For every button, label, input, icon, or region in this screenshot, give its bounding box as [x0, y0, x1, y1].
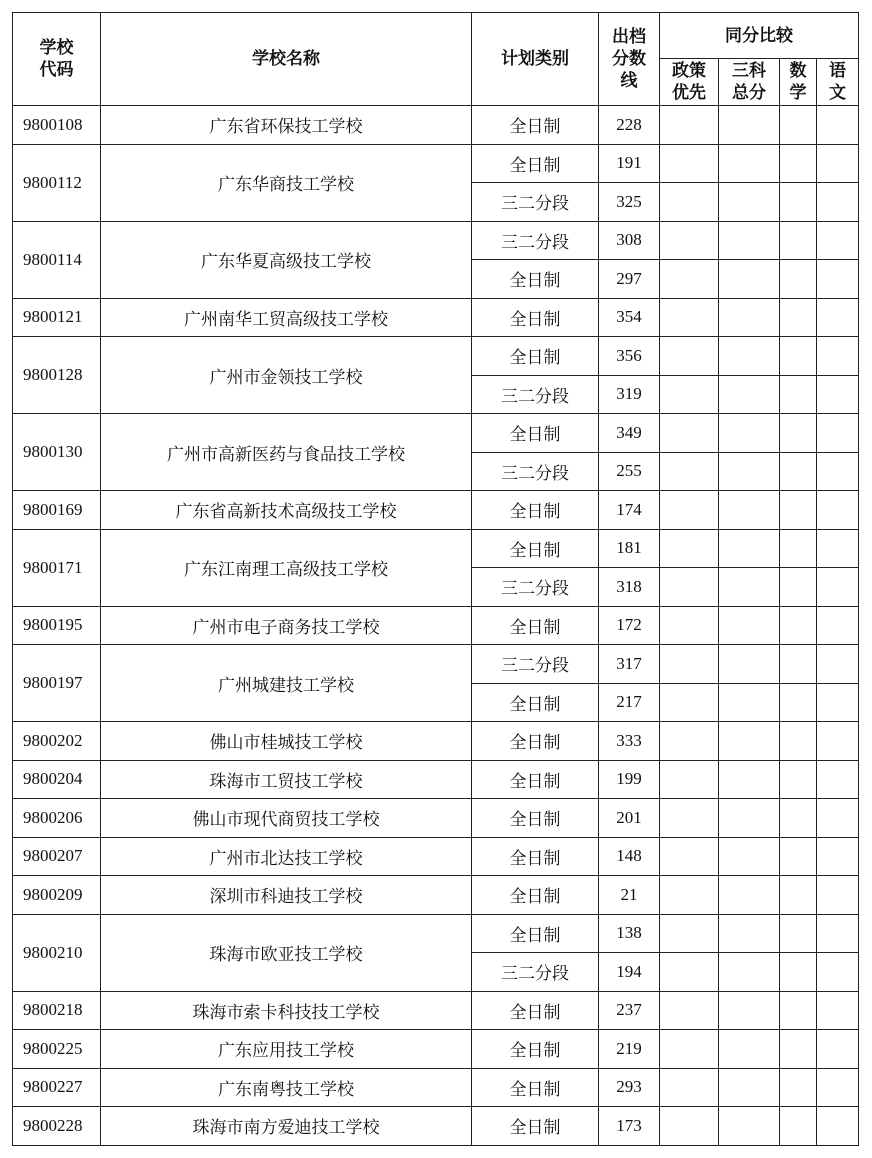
policy-priority-cell — [660, 221, 719, 260]
score-cell: 228 — [599, 106, 660, 145]
table-row — [13, 1030, 859, 1069]
table-row — [13, 221, 859, 260]
school-code-cell: 9800130 — [13, 414, 101, 491]
school-name-cell: 广东华商技工学校 — [101, 144, 472, 221]
math-cell — [780, 606, 817, 645]
chinese-cell — [817, 953, 859, 992]
admission-score-table — [12, 12, 859, 1146]
policy-priority-cell — [660, 1107, 719, 1146]
chinese-cell — [817, 645, 859, 684]
score-cell: 333 — [599, 722, 660, 761]
policy-priority-cell — [660, 1068, 719, 1107]
three-subject-total-cell — [719, 953, 780, 992]
policy-priority-cell — [660, 722, 719, 761]
math-cell — [780, 414, 817, 453]
chinese-cell — [817, 375, 859, 414]
math-cell — [780, 452, 817, 491]
table-row — [13, 337, 859, 376]
policy-priority-cell — [660, 260, 719, 299]
math-cell — [780, 1107, 817, 1146]
plan-type-cell: 全日制 — [472, 683, 599, 722]
math-cell — [780, 375, 817, 414]
math-cell — [780, 106, 817, 145]
school-code-cell: 9800197 — [13, 645, 101, 722]
math-cell — [780, 991, 817, 1030]
three-subject-total-cell — [719, 298, 780, 337]
math-cell — [780, 799, 817, 838]
plan-type-cell: 全日制 — [472, 144, 599, 183]
table-row — [13, 529, 859, 568]
school-name-cell: 广东江南理工高级技工学校 — [101, 529, 472, 606]
table-row — [13, 1068, 859, 1107]
policy-priority-cell — [660, 645, 719, 684]
header-sub-text: 三科 总分 — [732, 61, 766, 103]
score-cell: 297 — [599, 260, 660, 299]
math-cell — [780, 337, 817, 376]
plan-type-cell: 三二分段 — [472, 183, 599, 222]
table-row — [13, 914, 859, 953]
policy-priority-cell — [660, 837, 719, 876]
policy-priority-cell — [660, 414, 719, 453]
header-compare: 同分比较 — [660, 13, 859, 59]
chinese-cell — [817, 1030, 859, 1069]
school-code-cell: 9800225 — [13, 1030, 101, 1069]
policy-priority-cell — [660, 914, 719, 953]
plan-type-cell: 全日制 — [472, 837, 599, 876]
policy-priority-cell — [660, 799, 719, 838]
table-row — [13, 606, 859, 645]
school-code-cell: 9800227 — [13, 1068, 101, 1107]
three-subject-total-cell — [719, 1068, 780, 1107]
math-cell — [780, 837, 817, 876]
school-name-cell: 广东应用技工学校 — [101, 1030, 472, 1069]
score-cell: 317 — [599, 645, 660, 684]
math-cell — [780, 260, 817, 299]
three-subject-total-cell — [719, 568, 780, 607]
three-subject-total-cell — [719, 722, 780, 761]
header-score — [599, 13, 660, 106]
score-cell: 325 — [599, 183, 660, 222]
math-cell — [780, 953, 817, 992]
chinese-cell — [817, 914, 859, 953]
header-code-text: 学校 代码 — [39, 38, 74, 80]
header-policy-priority — [660, 59, 719, 106]
three-subject-total-cell — [719, 799, 780, 838]
math-cell — [780, 144, 817, 183]
policy-priority-cell — [660, 953, 719, 992]
three-subject-total-cell — [719, 375, 780, 414]
table-row — [13, 1107, 859, 1146]
school-name-cell: 深圳市科迪技工学校 — [101, 876, 472, 915]
school-code-cell: 9800108 — [13, 106, 101, 145]
school-code-cell: 9800209 — [13, 876, 101, 915]
score-cell: 237 — [599, 991, 660, 1030]
plan-type-cell: 全日制 — [472, 722, 599, 761]
header-math — [780, 59, 817, 106]
score-cell: 148 — [599, 837, 660, 876]
chinese-cell — [817, 183, 859, 222]
table-row — [13, 645, 859, 684]
three-subject-total-cell — [719, 221, 780, 260]
table-row — [13, 876, 859, 915]
chinese-cell — [817, 221, 859, 260]
three-subject-total-cell — [719, 337, 780, 376]
chinese-cell — [817, 414, 859, 453]
plan-type-cell: 全日制 — [472, 1030, 599, 1069]
math-cell — [780, 491, 817, 530]
chinese-cell — [817, 260, 859, 299]
school-name-cell: 广州市高新医药与食品技工学校 — [101, 414, 472, 491]
three-subject-total-cell — [719, 452, 780, 491]
policy-priority-cell — [660, 876, 719, 915]
three-subject-total-cell — [719, 1030, 780, 1069]
chinese-cell — [817, 568, 859, 607]
plan-type-cell: 全日制 — [472, 991, 599, 1030]
three-subject-total-cell — [719, 645, 780, 684]
score-cell: 293 — [599, 1068, 660, 1107]
plan-type-cell: 三二分段 — [472, 645, 599, 684]
school-code-cell: 9800210 — [13, 914, 101, 991]
three-subject-total-cell — [719, 491, 780, 530]
math-cell — [780, 683, 817, 722]
school-code-cell: 9800128 — [13, 337, 101, 414]
table-row — [13, 799, 859, 838]
school-name-cell: 广东华夏高级技工学校 — [101, 221, 472, 298]
math-cell — [780, 876, 817, 915]
score-cell: 219 — [599, 1030, 660, 1069]
math-cell — [780, 183, 817, 222]
policy-priority-cell — [660, 375, 719, 414]
school-code-cell: 9800121 — [13, 298, 101, 337]
header-three-subject-total — [719, 59, 780, 106]
three-subject-total-cell — [719, 260, 780, 299]
school-name-cell: 广州南华工贸高级技工学校 — [101, 298, 472, 337]
three-subject-total-cell — [719, 183, 780, 222]
plan-type-cell: 全日制 — [472, 106, 599, 145]
plan-type-cell: 全日制 — [472, 1107, 599, 1146]
chinese-cell — [817, 876, 859, 915]
plan-type-cell: 全日制 — [472, 337, 599, 376]
chinese-cell — [817, 144, 859, 183]
three-subject-total-cell — [719, 414, 780, 453]
chinese-cell — [817, 799, 859, 838]
math-cell — [780, 529, 817, 568]
school-code-cell: 9800206 — [13, 799, 101, 838]
school-name-cell: 广东南粤技工学校 — [101, 1068, 472, 1107]
score-cell: 217 — [599, 683, 660, 722]
header-score-text: 出档 分数 线 — [612, 27, 646, 91]
policy-priority-cell — [660, 106, 719, 145]
school-name-cell: 佛山市桂城技工学校 — [101, 722, 472, 761]
chinese-cell — [817, 683, 859, 722]
policy-priority-cell — [660, 298, 719, 337]
math-cell — [780, 914, 817, 953]
math-cell — [780, 221, 817, 260]
math-cell — [780, 722, 817, 761]
policy-priority-cell — [660, 760, 719, 799]
header-code — [13, 13, 101, 106]
math-cell — [780, 645, 817, 684]
math-cell — [780, 568, 817, 607]
policy-priority-cell — [660, 568, 719, 607]
school-name-cell: 广州市金领技工学校 — [101, 337, 472, 414]
score-cell: 354 — [599, 298, 660, 337]
plan-type-cell: 全日制 — [472, 529, 599, 568]
plan-type-cell: 全日制 — [472, 414, 599, 453]
plan-type-cell: 全日制 — [472, 298, 599, 337]
policy-priority-cell — [660, 683, 719, 722]
score-cell: 21 — [599, 876, 660, 915]
header-chinese — [817, 59, 859, 106]
plan-type-cell: 三二分段 — [472, 452, 599, 491]
school-code-cell: 9800207 — [13, 837, 101, 876]
school-code-cell: 9800195 — [13, 606, 101, 645]
plan-type-cell: 三二分段 — [472, 568, 599, 607]
school-code-cell: 9800171 — [13, 529, 101, 606]
math-cell — [780, 1068, 817, 1107]
chinese-cell — [817, 529, 859, 568]
school-name-cell: 广东省高新技术高级技工学校 — [101, 491, 472, 530]
plan-type-cell: 全日制 — [472, 491, 599, 530]
score-cell: 356 — [599, 337, 660, 376]
three-subject-total-cell — [719, 606, 780, 645]
policy-priority-cell — [660, 452, 719, 491]
score-cell: 349 — [599, 414, 660, 453]
chinese-cell — [817, 106, 859, 145]
policy-priority-cell — [660, 183, 719, 222]
policy-priority-cell — [660, 1030, 719, 1069]
school-code-cell: 9800204 — [13, 760, 101, 799]
school-name-cell: 广州市电子商务技工学校 — [101, 606, 472, 645]
score-cell: 191 — [599, 144, 660, 183]
school-code-cell: 9800228 — [13, 1107, 101, 1146]
school-name-cell: 珠海市索卡科技技工学校 — [101, 991, 472, 1030]
chinese-cell — [817, 298, 859, 337]
score-cell: 199 — [599, 760, 660, 799]
school-name-cell: 广东省环保技工学校 — [101, 106, 472, 145]
score-cell: 319 — [599, 375, 660, 414]
header-sub-text: 政策 优先 — [672, 61, 706, 103]
three-subject-total-cell — [719, 529, 780, 568]
math-cell — [780, 760, 817, 799]
plan-type-cell: 全日制 — [472, 760, 599, 799]
plan-type-cell: 三二分段 — [472, 221, 599, 260]
chinese-cell — [817, 337, 859, 376]
school-name-cell: 广州城建技工学校 — [101, 645, 472, 722]
table-row — [13, 491, 859, 530]
school-name-cell: 珠海市欧亚技工学校 — [101, 914, 472, 991]
score-cell: 173 — [599, 1107, 660, 1146]
school-name-cell: 珠海市工贸技工学校 — [101, 760, 472, 799]
math-cell — [780, 1030, 817, 1069]
score-cell: 255 — [599, 452, 660, 491]
school-code-cell: 9800169 — [13, 491, 101, 530]
chinese-cell — [817, 722, 859, 761]
table-row — [13, 298, 859, 337]
policy-priority-cell — [660, 491, 719, 530]
header-row-1 — [13, 13, 859, 59]
policy-priority-cell — [660, 606, 719, 645]
plan-type-cell: 全日制 — [472, 260, 599, 299]
school-code-cell: 9800202 — [13, 722, 101, 761]
header-sub-text: 语 文 — [829, 61, 846, 103]
chinese-cell — [817, 1068, 859, 1107]
score-cell: 181 — [599, 529, 660, 568]
table-row — [13, 414, 859, 453]
math-cell — [780, 298, 817, 337]
table-row — [13, 144, 859, 183]
score-cell: 308 — [599, 221, 660, 260]
score-cell: 138 — [599, 914, 660, 953]
score-cell: 174 — [599, 491, 660, 530]
chinese-cell — [817, 760, 859, 799]
plan-type-cell: 全日制 — [472, 914, 599, 953]
three-subject-total-cell — [719, 1107, 780, 1146]
score-cell: 318 — [599, 568, 660, 607]
three-subject-total-cell — [719, 106, 780, 145]
three-subject-total-cell — [719, 914, 780, 953]
school-code-cell: 9800218 — [13, 991, 101, 1030]
table-row — [13, 722, 859, 761]
plan-type-cell: 全日制 — [472, 799, 599, 838]
plan-type-cell: 全日制 — [472, 876, 599, 915]
score-cell: 194 — [599, 953, 660, 992]
school-name-cell: 广州市北达技工学校 — [101, 837, 472, 876]
score-cell: 172 — [599, 606, 660, 645]
three-subject-total-cell — [719, 837, 780, 876]
plan-type-cell: 全日制 — [472, 606, 599, 645]
school-code-cell: 9800114 — [13, 221, 101, 298]
plan-type-cell: 三二分段 — [472, 375, 599, 414]
school-name-cell: 佛山市现代商贸技工学校 — [101, 799, 472, 838]
plan-type-cell: 全日制 — [472, 1068, 599, 1107]
school-name-cell: 珠海市南方爱迪技工学校 — [101, 1107, 472, 1146]
chinese-cell — [817, 1107, 859, 1146]
header-plan: 计划类别 — [472, 13, 599, 106]
table-row — [13, 106, 859, 145]
table-row — [13, 837, 859, 876]
header-sub-text: 数 学 — [789, 61, 807, 103]
school-code-cell: 9800112 — [13, 144, 101, 221]
three-subject-total-cell — [719, 876, 780, 915]
score-cell: 201 — [599, 799, 660, 838]
table-body — [13, 106, 859, 1146]
chinese-cell — [817, 991, 859, 1030]
chinese-cell — [817, 837, 859, 876]
table-row — [13, 991, 859, 1030]
three-subject-total-cell — [719, 683, 780, 722]
table-row — [13, 760, 859, 799]
header-name: 学校名称 — [101, 13, 472, 106]
policy-priority-cell — [660, 529, 719, 568]
policy-priority-cell — [660, 991, 719, 1030]
three-subject-total-cell — [719, 144, 780, 183]
three-subject-total-cell — [719, 760, 780, 799]
chinese-cell — [817, 606, 859, 645]
plan-type-cell: 三二分段 — [472, 953, 599, 992]
policy-priority-cell — [660, 144, 719, 183]
three-subject-total-cell — [719, 991, 780, 1030]
chinese-cell — [817, 491, 859, 530]
policy-priority-cell — [660, 337, 719, 376]
chinese-cell — [817, 452, 859, 491]
